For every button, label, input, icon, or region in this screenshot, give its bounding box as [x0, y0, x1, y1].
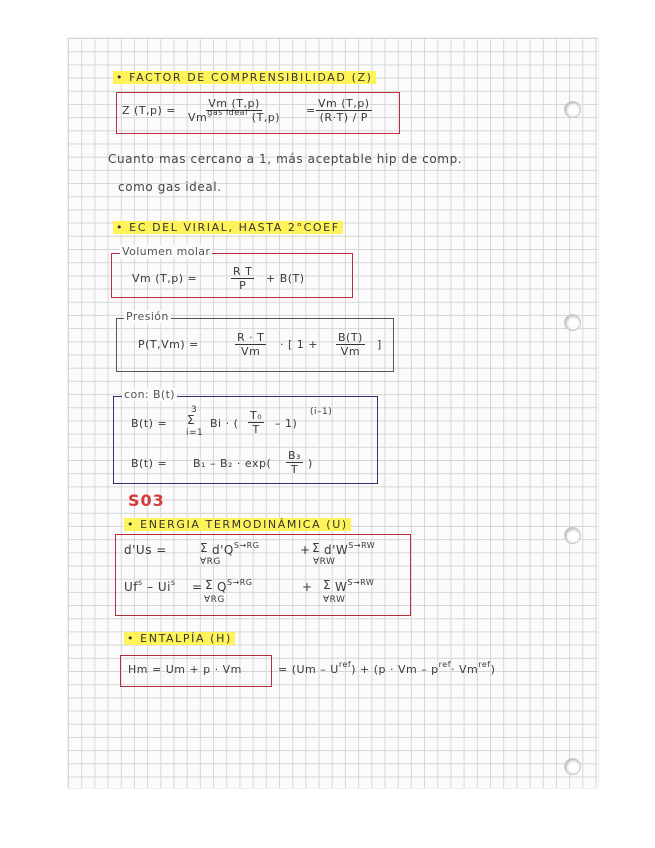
bt-line2-lhs: B(t) = [131, 457, 168, 470]
molar-volume-denominator: P [239, 279, 247, 292]
u-row1-term1-sup: S→RG [233, 541, 260, 550]
pressure-label: Presión [126, 310, 169, 323]
bt-line1-exponent: (i–1) [310, 407, 333, 417]
u-row2-plus: + [302, 580, 313, 594]
enthalpy-rest-c-sup: ref [478, 660, 491, 669]
pressure-denominator-b: Vm [340, 345, 361, 358]
u-row2-lhs-sup: s [138, 578, 143, 587]
sum-lower-limit: i=1 [186, 428, 204, 438]
z-equals: = [306, 104, 316, 117]
summation-icon: Σ [323, 578, 332, 592]
summation-icon: Σ [312, 541, 321, 555]
u-row1-plus: + [300, 543, 311, 557]
enthalpy-rest-b-sup: ref [438, 660, 452, 669]
molar-volume-tail: + B(T) [266, 272, 305, 285]
z-f2-denominator: (R·T) / P [319, 111, 368, 124]
pressure-fraction-b [336, 331, 365, 358]
bt-line2-mid: B₁ – B₂ · exp( [193, 457, 272, 470]
z-f1-denominator: Vm [188, 111, 208, 124]
summation-icon: Σ [187, 413, 196, 427]
u-row2-sub1: ∀RG [204, 595, 225, 605]
u-row1-term1: d'Q [212, 543, 234, 557]
bt-line1-numerator: T₀ [250, 409, 263, 422]
u-row2-mid: – Ui [147, 580, 171, 594]
pressure-numerator-b: B(T) [338, 331, 363, 344]
bt-line2-denominator: T [290, 463, 299, 476]
molar-volume-label: Volumen molar [122, 245, 211, 258]
summation-icon: Σ [205, 578, 214, 592]
pressure-fraction [235, 331, 266, 358]
u-row1-lhs: d'Us = [124, 543, 167, 557]
enthalpy-rest-d: ) [490, 663, 496, 676]
enthalpy-formula: Hm = Um + p · Vm [128, 663, 242, 676]
molar-volume-lhs: Vm (T,p) = [132, 272, 198, 285]
virial-coefficient-box [113, 396, 378, 484]
punch-hole [564, 314, 581, 331]
z-f2-numerator: Vm (T,p) [318, 97, 370, 110]
enthalpy-rest-a-sup: ref [338, 660, 352, 669]
molar-volume-numerator: R T [233, 265, 253, 278]
u-row2-mid-sup: s [170, 578, 176, 587]
z-fraction-rt [316, 97, 372, 124]
bt-line1-fraction [248, 409, 264, 436]
u-row1-term2: d'W [324, 543, 349, 557]
z-f1-denominator-sup: gas ideal [207, 108, 248, 117]
pressure-lhs: P(T,Vm) = [138, 338, 199, 351]
bt-line1-tail: – 1) [275, 417, 298, 430]
enthalpy-rest-a: = (Um – U [278, 663, 339, 676]
pressure-mid: · [ 1 + [280, 338, 318, 351]
summation-icon: Σ [200, 541, 209, 555]
heading-internal-energy: • ENERGIA TERMODINÁMICA (U) [124, 518, 351, 531]
heading-enthalpy: • ENTALPÍA (H) [124, 632, 235, 645]
heading-virial-equation: • EC DEL VIRIAL, HASTA 2°COEF [113, 221, 343, 234]
u-row2-lhs: Uf [124, 580, 139, 594]
z-f1-denominator-tail: (T,p) [251, 111, 281, 124]
bt-line2-close: ) [308, 457, 313, 470]
sum-upper-limit: 3 [191, 405, 198, 415]
z-lhs: Z (T,p) = [122, 104, 177, 117]
enthalpy-rest-b: ) + (p · Vm – p [351, 663, 439, 676]
u-row2-term1-sup: S→RG [226, 578, 253, 587]
enthalpy-rest-c: · Vm [451, 663, 479, 676]
u-row2-term2: W [335, 580, 348, 594]
punch-hole [564, 101, 581, 118]
u-row1-sub1: ∀RG [200, 557, 221, 567]
u-row2-equals: = [192, 580, 203, 594]
molar-volume-fraction [231, 265, 254, 292]
heading-compressibility-factor: • FACTOR DE COMPRENSIBILIDAD (Z) [113, 71, 376, 84]
section-s03: S03 [128, 491, 165, 510]
pressure-denominator: Vm [241, 345, 261, 358]
u-row1-term2-sup: S→RW [348, 541, 376, 550]
punch-hole [564, 758, 581, 775]
u-row1-sub2: ∀RW [313, 557, 336, 567]
bt-line1-denominator: T [252, 423, 260, 436]
pressure-close: ] [377, 338, 382, 351]
note-line-2: como gas ideal. [118, 180, 222, 194]
bt-line1-mid: Bi · ( [210, 417, 239, 430]
u-row2-term1: Q [217, 580, 227, 594]
bt-line1-lhs: B(t) = [131, 417, 168, 430]
bt-line2-fraction [286, 449, 303, 476]
punch-hole [564, 527, 581, 544]
z-f1-numerator: Vm (T,p) [208, 97, 260, 110]
u-row2-sub2: ∀RW [323, 595, 346, 605]
note-line-1: Cuanto mas cercano a 1, más aceptable hip de comp. [108, 152, 463, 166]
bt-line2-numerator: B₃ [288, 449, 301, 462]
pressure-numerator: R · T [237, 331, 265, 344]
u-row2-term2-sup: S→RW [347, 578, 375, 587]
z-fraction-ideal [188, 97, 280, 124]
virial-coefficient-label: con: B(t) [124, 388, 175, 401]
